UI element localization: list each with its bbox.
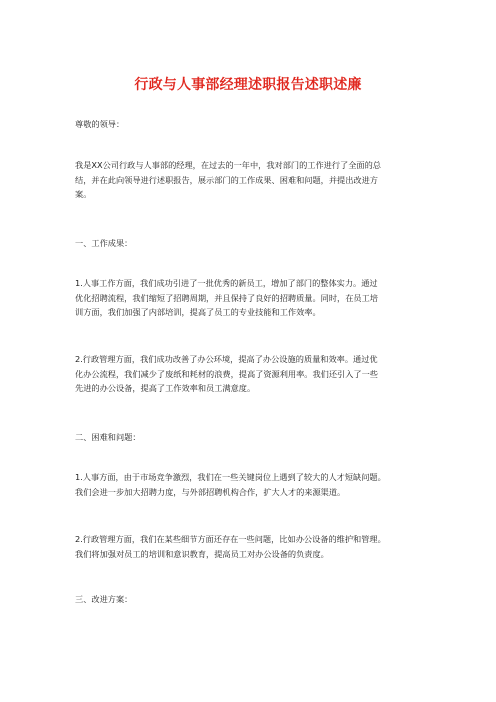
achievement-hr-paragraph: 1.人事工作方面，我们成功引进了一批优秀的新员工，增加了部门的整体实力。通过 优化招聘流程，我们缩短了招聘周期，并且保持了良好的招聘质量。同时，在员工培 训方面，我们加强了内部培训，提高了员工的专业技能和工作效率。	[75, 278, 378, 317]
greeting: 尊敬的领导：	[75, 119, 125, 129]
problem-hr-paragraph: 1.人事方面，由于市场竞争激烈，我们在一些关键岗位上遇到了较大的人才短缺问题。 我们会进一步加大招聘力度，与外部招聘机构合作，扩大人才的来源渠道。	[75, 472, 386, 497]
problem-admin-paragraph: 2.行政管理方面，我们在某些细节方面还存在一些问题，比如办公设备的维护和管理。 我们将加强对员工的培训和意识教育，提高员工对办公设备的负责度。	[75, 534, 386, 559]
achievement-admin-paragraph: 2.行政管理方面，我们成功改善了办公环境，提高了办公设施的质量和效率。通过优 化办公流程，我们减少了废纸和耗材的浪费，提高了资源利用率。我们还引入了一些 先进的办公设备，提高了工作效率和员工满意度。	[75, 354, 378, 393]
document-title: 行政与人事部经理述职报告述职述廉	[134, 77, 362, 93]
section-heading-problems: 二、困难和问题：	[75, 432, 141, 442]
intro-paragraph: 我是XX公司行政与人事部的经理，在过去的一年中，我对部门的工作进行了全面的总 结，并在此向领导进行述职报告，展示部门的工作成果、困难和问题，并提出改进方 案。	[75, 160, 381, 199]
section-heading-achievements: 一、工作成果：	[75, 238, 133, 248]
section-heading-improvements: 三、改进方案：	[75, 594, 133, 604]
